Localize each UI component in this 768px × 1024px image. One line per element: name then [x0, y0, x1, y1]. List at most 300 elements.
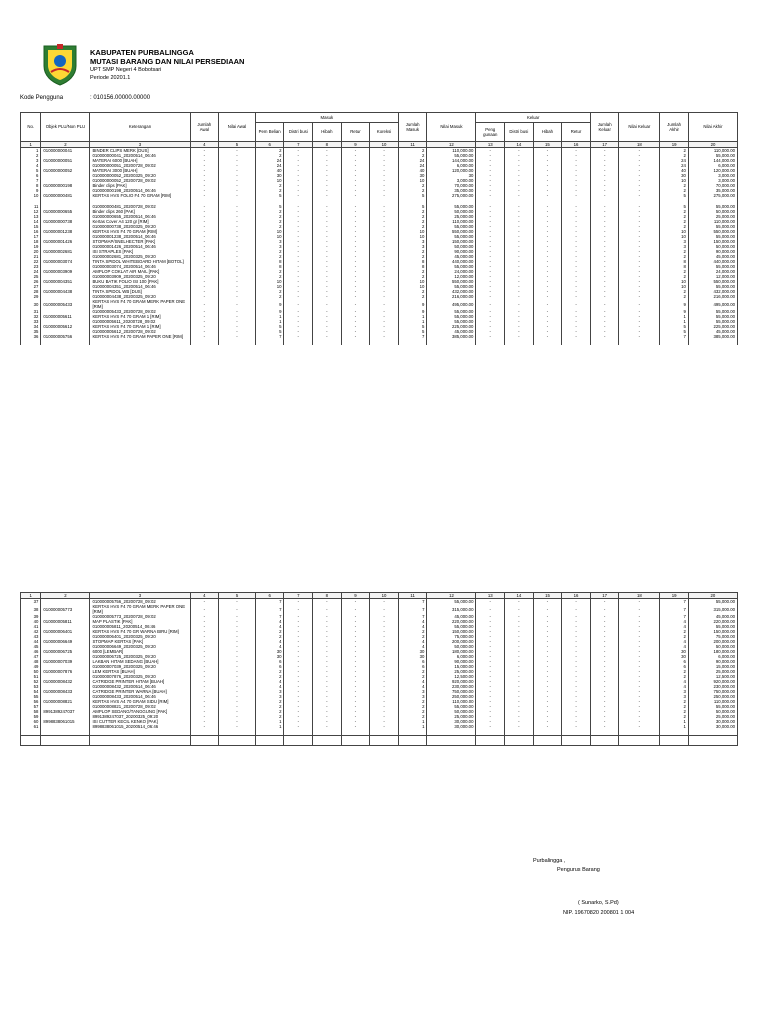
row-pembelian: 4	[255, 624, 284, 629]
row-jumlah-akhir: 2	[660, 249, 689, 254]
row-nilai-keluar: -	[619, 239, 660, 244]
row-hibah-keluar: -	[533, 709, 562, 714]
row-jumlah-akhir: 6	[660, 664, 689, 669]
row-retur-keluar: -	[562, 299, 591, 309]
row-distribusi: -	[284, 649, 313, 654]
row-koreksi: -	[370, 279, 399, 284]
row-jumlah-masuk: 10	[398, 178, 427, 183]
row-penggunaan: -	[476, 239, 505, 244]
row-jumlah-masuk: 2	[398, 148, 427, 154]
row-retur: -	[341, 188, 370, 193]
row-hibah: -	[313, 163, 342, 168]
row-pembelian: 10	[255, 178, 284, 183]
row-retur-keluar: -	[562, 334, 591, 339]
row-keterangan: TINTA SPIDOL WB [DUS]	[90, 289, 190, 294]
row-retur: -	[341, 168, 370, 173]
row-nilai-masuk: 12,000.00	[427, 274, 476, 279]
row-no: 26	[21, 279, 41, 284]
row-jumlah-awal: -	[190, 689, 219, 694]
row-nilai-akhir: 144,000.00	[688, 158, 737, 163]
row-keterangan: KERTAS HVS F4 70 GR WARNA BIRU [RIM]	[90, 629, 190, 634]
row-koreksi: -	[370, 148, 399, 154]
row-penggunaan: -	[476, 624, 505, 629]
row-jumlah-akhir: 5	[660, 204, 689, 209]
row-nilai-masuk: 15,000.00	[427, 664, 476, 669]
row-no: 37	[21, 599, 41, 605]
row-kode: 010000005811	[41, 619, 90, 624]
row-hibah-keluar: -	[533, 244, 562, 249]
row-nilai-awal: -	[219, 679, 256, 684]
row-jumlah-masuk: 2	[398, 254, 427, 259]
row-nilai-masuk: 495,000.00	[427, 299, 476, 309]
row-nilai-akhir: 6,000.00	[688, 163, 737, 168]
row-penggunaan: -	[476, 269, 505, 274]
row-nilai-masuk: 220,000.00	[427, 619, 476, 624]
row-distribusi-keluar: -	[505, 239, 534, 244]
row-hibah-keluar: -	[533, 684, 562, 689]
row-retur-keluar: -	[562, 619, 591, 624]
row-hibah: -	[313, 649, 342, 654]
row-retur: -	[341, 249, 370, 254]
row-koreksi: -	[370, 704, 399, 709]
row-retur: -	[341, 664, 370, 669]
row-nilai-akhir: 55,000.00	[688, 319, 737, 324]
row-hibah-keluar: -	[533, 264, 562, 269]
row-jumlah-keluar: -	[590, 669, 619, 674]
row-jumlah-keluar: -	[590, 188, 619, 193]
row-jumlah-awal: -	[190, 654, 219, 659]
col-no: No.	[21, 113, 41, 142]
row-distribusi-keluar: -	[505, 699, 534, 704]
column-number: 8	[313, 142, 342, 148]
row-jumlah-keluar: -	[590, 334, 619, 339]
row-koreksi: -	[370, 614, 399, 619]
row-no: 48	[21, 659, 41, 664]
table-row	[21, 604, 738, 614]
row-jumlah-keluar: -	[590, 309, 619, 314]
row-hibah-keluar: -	[533, 269, 562, 274]
row-penggunaan: -	[476, 168, 505, 173]
row-distribusi: -	[284, 168, 313, 173]
row-distribusi: -	[284, 699, 313, 704]
row-nilai-awal: -	[219, 163, 256, 168]
row-retur: -	[341, 178, 370, 183]
row-jumlah-awal: -	[190, 249, 219, 254]
row-keterangan: 010000005773_20200728_09:02	[90, 614, 190, 619]
row-distribusi: -	[284, 314, 313, 319]
row-nilai-akhir: 45,000.00	[688, 614, 737, 619]
row-hibah: -	[313, 173, 342, 178]
row-distribusi-keluar: -	[505, 704, 534, 709]
row-hibah: -	[313, 264, 342, 269]
row-jumlah-awal: -	[190, 204, 219, 209]
row-retur-keluar: -	[562, 639, 591, 644]
row-hibah-keluar: -	[533, 153, 562, 158]
row-nilai-keluar: -	[619, 649, 660, 654]
row-distribusi-keluar: -	[505, 234, 534, 239]
row-retur: -	[341, 634, 370, 639]
row-kode: 010000000198	[41, 183, 90, 188]
row-hibah: -	[313, 219, 342, 224]
row-distribusi: -	[284, 674, 313, 679]
row-keterangan: KERTAS HVS F4 70 GRAM MERK PAPER ONE [RIM]	[90, 604, 190, 614]
row-nilai-akhir: 550,000.00	[688, 279, 737, 284]
row-kode: 010000000041	[41, 148, 90, 154]
row-nilai-masuk: 55,000.00	[427, 284, 476, 289]
row-no: 8	[21, 183, 41, 188]
row-distribusi-keluar: -	[505, 284, 534, 289]
row-nilai-keluar: -	[619, 163, 660, 168]
row-jumlah-keluar: -	[590, 614, 619, 619]
row-nilai-akhir: 24,000.00	[688, 269, 737, 274]
col-penggunaan: Peng gunaan	[476, 123, 505, 142]
row-jumlah-akhir: 2	[660, 183, 689, 188]
row-hibah: -	[313, 259, 342, 264]
spacer-row	[21, 339, 738, 345]
row-nilai-masuk: 3,000.00	[427, 178, 476, 183]
row-distribusi: -	[284, 324, 313, 329]
row-nilai-keluar: -	[619, 669, 660, 674]
row-retur: -	[341, 153, 370, 158]
row-distribusi-keluar: -	[505, 614, 534, 619]
row-nilai-akhir: 150,000.00	[688, 239, 737, 244]
row-retur: -	[341, 193, 370, 198]
row-pembelian: 4	[255, 644, 284, 649]
row-pembelian: 5	[255, 324, 284, 329]
row-nilai-keluar: -	[619, 279, 660, 284]
row-distribusi: -	[284, 629, 313, 634]
table-body-page-1	[21, 148, 738, 346]
row-nilai-awal: -	[219, 704, 256, 709]
row-retur-keluar: -	[562, 309, 591, 314]
row-nilai-awal: -	[219, 284, 256, 289]
row-jumlah-masuk: 10	[398, 234, 427, 239]
row-nilai-masuk: 45,000.00	[427, 254, 476, 259]
col-hibah: Hibah	[313, 123, 342, 142]
row-retur: -	[341, 709, 370, 714]
row-kode: 010000007039	[41, 659, 90, 664]
row-hibah: -	[313, 229, 342, 234]
row-penggunaan: -	[476, 229, 505, 234]
report-header	[40, 42, 340, 92]
row-nilai-keluar: -	[619, 209, 660, 214]
signature-name: ( Sunarko, S.Pd)	[578, 900, 619, 906]
row-jumlah-masuk: 2	[398, 214, 427, 219]
row-distribusi-keluar: -	[505, 279, 534, 284]
row-penggunaan: -	[476, 604, 505, 614]
row-jumlah-keluar: -	[590, 619, 619, 624]
row-pembelian: 2	[255, 709, 284, 714]
row-nilai-akhir: 230,000.00	[688, 684, 737, 689]
row-nilai-keluar: -	[619, 319, 660, 324]
row-distribusi-keluar: -	[505, 259, 534, 264]
row-nilai-akhir: 25,000.00	[688, 214, 737, 219]
row-retur-keluar: -	[562, 614, 591, 619]
row-retur-keluar: -	[562, 284, 591, 289]
row-jumlah-masuk: 6	[398, 664, 427, 669]
row-retur-keluar: -	[562, 719, 591, 724]
row-pembelian: 30	[255, 654, 284, 659]
row-nilai-masuk: 55,000.00	[427, 704, 476, 709]
row-nilai-keluar: -	[619, 158, 660, 163]
row-jumlah-awal: -	[190, 193, 219, 198]
row-retur-keluar: -	[562, 259, 591, 264]
row-nilai-akhir: 55,000.00	[688, 309, 737, 314]
row-nilai-awal: -	[219, 714, 256, 719]
column-number: 6	[255, 142, 284, 148]
row-jumlah-akhir: 2	[660, 269, 689, 274]
row-no: 34	[21, 324, 41, 329]
row-retur: -	[341, 614, 370, 619]
row-distribusi-keluar: -	[505, 624, 534, 629]
row-retur-keluar: -	[562, 244, 591, 249]
row-pembelian: 2	[255, 634, 284, 639]
row-nilai-akhir: 220,000.00	[688, 619, 737, 624]
row-jumlah-awal: -	[190, 644, 219, 649]
row-koreksi: -	[370, 709, 399, 714]
row-retur: -	[341, 649, 370, 654]
row-distribusi: -	[284, 714, 313, 719]
row-pembelian: 2	[255, 214, 284, 219]
row-retur: -	[341, 289, 370, 294]
column-number: 20	[688, 593, 737, 599]
row-no: 58	[21, 709, 41, 714]
row-hibah-keluar: -	[533, 699, 562, 704]
row-jumlah-awal: -	[190, 163, 219, 168]
row-nilai-keluar: -	[619, 224, 660, 229]
row-nilai-masuk: 230,000.00	[427, 684, 476, 689]
row-keterangan: MATERAI 3000 [BUAH]	[90, 168, 190, 173]
row-nilai-masuk: 55,000.00	[427, 224, 476, 229]
row-jumlah-akhir: 4	[660, 624, 689, 629]
row-penggunaan: -	[476, 674, 505, 679]
row-jumlah-awal: -	[190, 168, 219, 173]
row-penggunaan: -	[476, 319, 505, 324]
row-keterangan: TINTA SPIDOL WHITEBOARD HITAM [BOTOL]	[90, 259, 190, 264]
row-nilai-keluar: -	[619, 694, 660, 699]
row-jumlah-keluar: -	[590, 239, 619, 244]
row-keterangan: KERTAS HVS F4 70 GRAM PAPER ONE [RIM]	[90, 334, 190, 339]
row-nilai-awal: -	[219, 314, 256, 319]
row-jumlah-keluar: -	[590, 689, 619, 694]
row-pembelian: 2	[255, 219, 284, 224]
column-number: 5	[219, 593, 256, 599]
row-hibah: -	[313, 224, 342, 229]
row-keterangan: KERTAS HVS F4 70 GRAM MERK PAPER ONE [RIM]	[90, 299, 190, 309]
column-number: 19	[660, 593, 689, 599]
row-distribusi: -	[284, 664, 313, 669]
row-nilai-awal: -	[219, 259, 256, 264]
row-hibah: -	[313, 234, 342, 239]
row-hibah-keluar: -	[533, 188, 562, 193]
row-keterangan: AMPLOP COKLAT AIR MAIL [PAK]	[90, 269, 190, 274]
row-hibah: -	[313, 299, 342, 309]
row-nilai-awal: -	[219, 614, 256, 619]
row-no: 41	[21, 624, 41, 629]
row-distribusi-keluar: -	[505, 619, 534, 624]
row-no: 29	[21, 294, 41, 299]
row-pembelian: 7	[255, 599, 284, 605]
row-pembelian: 3	[255, 689, 284, 694]
row-hibah: -	[313, 274, 342, 279]
row-retur: -	[341, 679, 370, 684]
row-jumlah-masuk: 2	[398, 274, 427, 279]
column-number: 17	[590, 142, 619, 148]
row-nilai-awal: -	[219, 324, 256, 329]
row-nilai-masuk: 432,000.00	[427, 289, 476, 294]
row-hibah: -	[313, 684, 342, 689]
row-distribusi-keluar: -	[505, 709, 534, 714]
row-retur-keluar: -	[562, 229, 591, 234]
row-jumlah-awal: -	[190, 664, 219, 669]
row-distribusi: -	[284, 224, 313, 229]
row-retur: -	[341, 259, 370, 264]
row-jumlah-masuk: 4	[398, 619, 427, 624]
row-hibah-keluar: -	[533, 694, 562, 699]
row-jumlah-masuk: 2	[398, 183, 427, 188]
row-penggunaan: -	[476, 634, 505, 639]
row-distribusi: -	[284, 284, 313, 289]
col-jumlah-keluar: Jumlah Keluar	[590, 113, 619, 142]
row-distribusi: -	[284, 254, 313, 259]
row-hibah: -	[313, 193, 342, 198]
row-koreksi: -	[370, 599, 399, 605]
row-nilai-masuk: 150,000.00	[427, 629, 476, 634]
row-jumlah-awal: -	[190, 239, 219, 244]
column-number: 15	[533, 142, 562, 148]
row-hibah: -	[313, 619, 342, 624]
row-keterangan: KERTAS HVS FOLIO F4 70 GRAM [RIM]	[90, 193, 190, 198]
row-nilai-keluar: -	[619, 334, 660, 339]
row-hibah-keluar: -	[533, 309, 562, 314]
row-koreksi: -	[370, 274, 399, 279]
row-jumlah-akhir: 2	[660, 153, 689, 158]
row-jumlah-akhir: 2	[660, 709, 689, 714]
row-keterangan: 010000008433_20200514_06:46	[90, 694, 190, 699]
row-distribusi: -	[284, 619, 313, 624]
row-retur: -	[341, 604, 370, 614]
row-jumlah-akhir: 2	[660, 294, 689, 299]
row-jumlah-akhir: 2	[660, 214, 689, 219]
row-pembelian: 1	[255, 314, 284, 319]
row-retur: -	[341, 244, 370, 249]
column-number: 3	[90, 142, 190, 148]
row-distribusi: -	[284, 719, 313, 724]
col-nilai-awal: Nilai Awal	[219, 113, 256, 142]
row-nilai-keluar: -	[619, 714, 660, 719]
row-hibah: -	[313, 709, 342, 714]
row-keterangan: 010000005811_20200514_06:46	[90, 624, 190, 629]
row-koreksi: -	[370, 604, 399, 614]
row-retur: -	[341, 719, 370, 724]
row-jumlah-akhir: 3	[660, 694, 689, 699]
row-jumlah-keluar: -	[590, 294, 619, 299]
col-nilai-akhir: Nilai Akhir	[688, 113, 737, 142]
row-nilai-akhir: 250,000.00	[688, 694, 737, 699]
row-nilai-masuk: 45,000.00	[427, 614, 476, 619]
row-nilai-keluar: -	[619, 699, 660, 704]
row-hibah: -	[313, 644, 342, 649]
row-jumlah-awal: -	[190, 294, 219, 299]
row-jumlah-awal: -	[190, 684, 219, 689]
col-jumlah-akhir: Jumlah Akhir	[660, 113, 689, 142]
row-jumlah-masuk: 10	[398, 279, 427, 284]
row-distribusi: -	[284, 724, 313, 729]
org-name: KABUPATEN PURBALINGGA	[90, 48, 194, 57]
row-hibah-keluar: -	[533, 193, 562, 198]
row-jumlah-akhir: 2	[660, 634, 689, 639]
row-pembelian: 2	[255, 714, 284, 719]
row-koreksi: -	[370, 299, 399, 309]
row-distribusi-keluar: -	[505, 629, 534, 634]
row-nilai-akhir: 55,000.00	[688, 264, 737, 269]
row-retur-keluar: -	[562, 324, 591, 329]
row-hibah-keluar: -	[533, 224, 562, 229]
row-retur-keluar: -	[562, 664, 591, 669]
row-distribusi: -	[284, 229, 313, 234]
row-keterangan: BINDER CLIPS MERK [DUS]	[90, 148, 190, 154]
row-jumlah-awal: -	[190, 224, 219, 229]
column-number: 9	[341, 142, 370, 148]
row-retur-keluar: -	[562, 224, 591, 229]
row-pembelian: 5	[255, 329, 284, 334]
row-jumlah-awal: -	[190, 694, 219, 699]
row-no: 20	[21, 249, 41, 254]
row-hibah-keluar: -	[533, 204, 562, 209]
row-retur: -	[341, 644, 370, 649]
row-distribusi-keluar: -	[505, 219, 534, 224]
row-retur: -	[341, 294, 370, 299]
row-koreksi: -	[370, 624, 399, 629]
row-koreksi: -	[370, 153, 399, 158]
row-distribusi: -	[284, 294, 313, 299]
row-koreksi: -	[370, 168, 399, 173]
column-number: 10	[370, 142, 399, 148]
row-retur-keluar: -	[562, 188, 591, 193]
row-distribusi-keluar: -	[505, 334, 534, 339]
row-jumlah-keluar: -	[590, 264, 619, 269]
row-nilai-masuk: 385,000.00	[427, 334, 476, 339]
row-jumlah-keluar: -	[590, 314, 619, 319]
row-nilai-keluar: -	[619, 624, 660, 629]
row-penggunaan: -	[476, 669, 505, 674]
row-penggunaan: -	[476, 599, 505, 605]
row-hibah: -	[313, 639, 342, 644]
row-distribusi: -	[284, 274, 313, 279]
row-jumlah-keluar: -	[590, 214, 619, 219]
row-jumlah-keluar: -	[590, 319, 619, 324]
row-jumlah-akhir: 10	[660, 229, 689, 234]
row-retur: -	[341, 148, 370, 154]
row-nilai-keluar: -	[619, 229, 660, 234]
row-distribusi-keluar: -	[505, 299, 534, 309]
row-nilai-awal: -	[219, 654, 256, 659]
row-nilai-awal: -	[219, 254, 256, 259]
row-no: 55	[21, 694, 41, 699]
row-nilai-keluar: -	[619, 168, 660, 173]
row-no: 60	[21, 719, 41, 724]
row-jumlah-masuk: 2	[398, 153, 427, 158]
row-keterangan: 010000007876_20200325_09:20	[90, 674, 190, 679]
row-hibah-keluar: -	[533, 314, 562, 319]
row-hibah: -	[313, 183, 342, 188]
row-hibah-keluar: -	[533, 639, 562, 644]
row-jumlah-awal: -	[190, 299, 219, 309]
row-jumlah-awal: -	[190, 173, 219, 178]
row-pembelian: 2	[255, 674, 284, 679]
row-jumlah-keluar: -	[590, 639, 619, 644]
row-jumlah-awal: -	[190, 319, 219, 324]
